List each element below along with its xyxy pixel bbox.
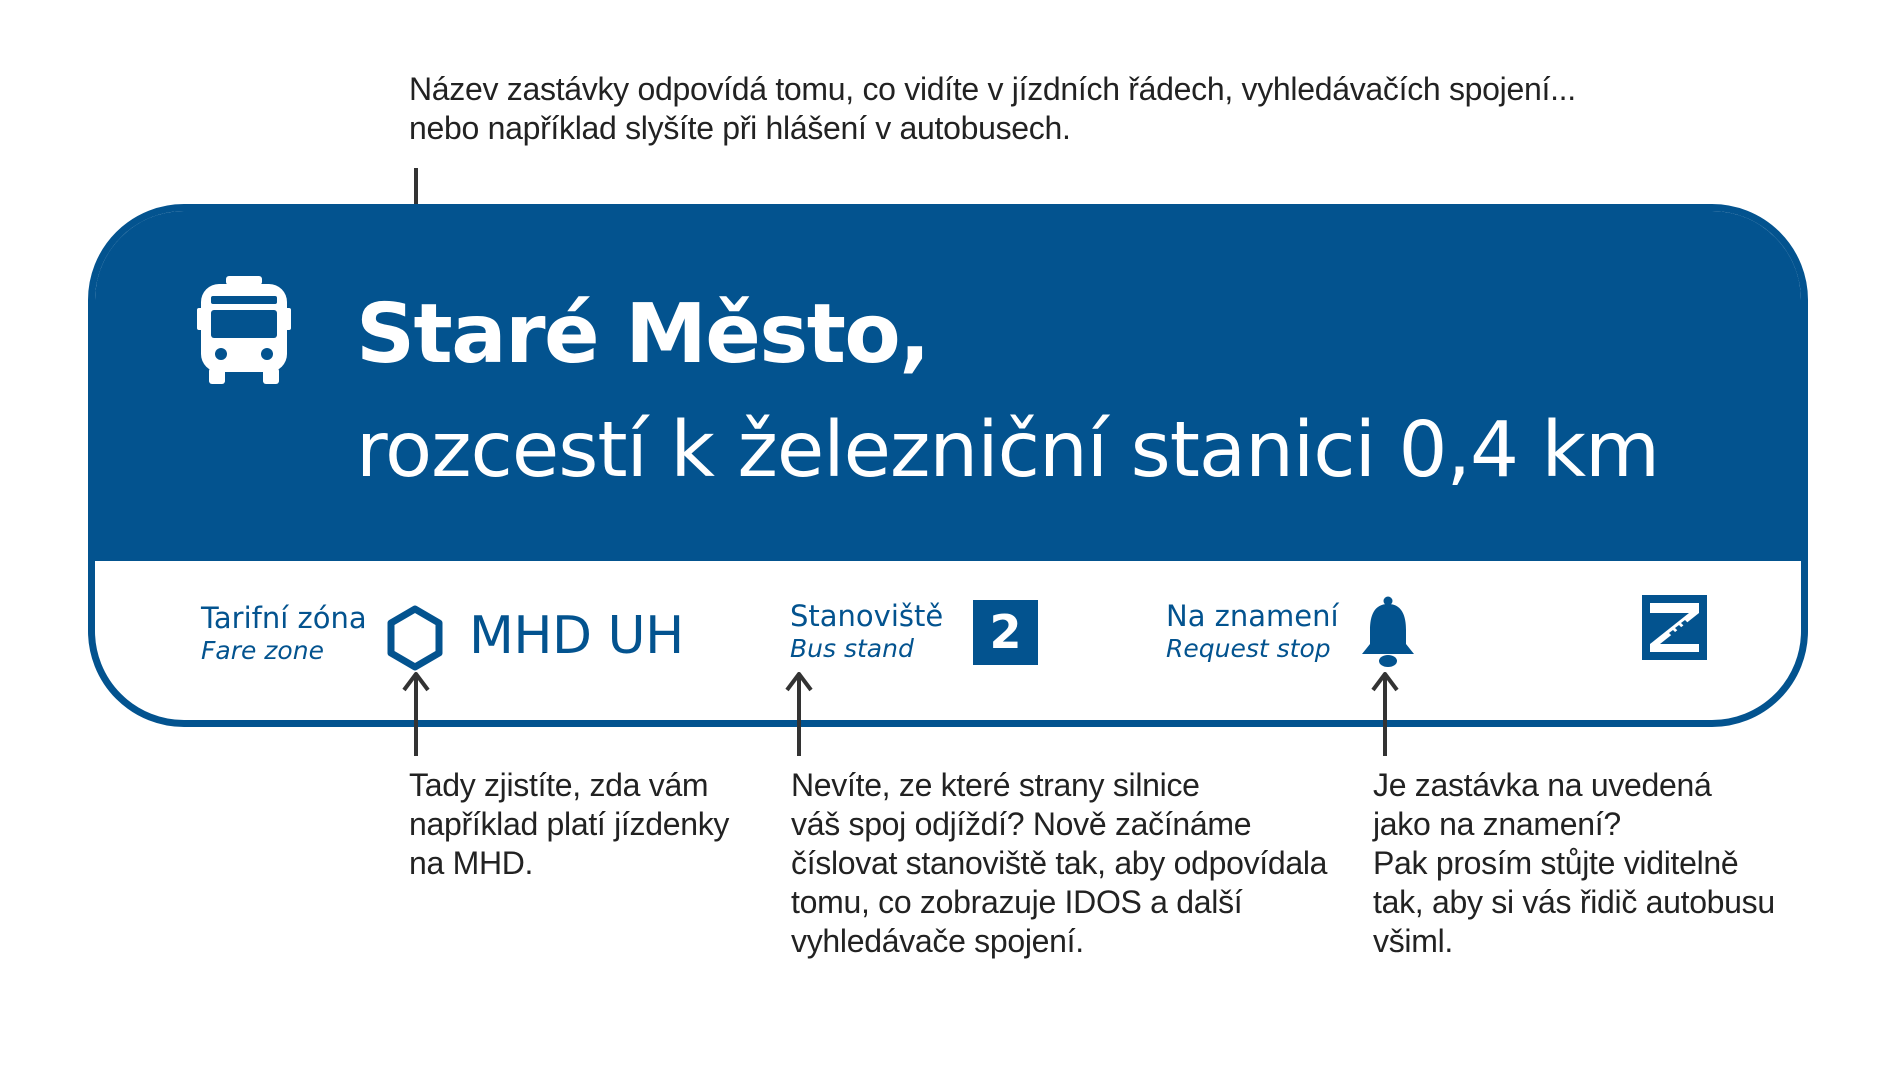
note-line: všiml. [1373,923,1453,959]
request-stop-explanation [1373,766,1775,961]
bus-stand-label-cz: Stanoviště [790,599,944,633]
bell-icon [1359,596,1417,670]
stop-subtitle: rozcestí k železniční stanici 0,4 km [356,406,1660,495]
zlin-region-logo-icon [1642,595,1707,660]
fare-zone-label [201,601,367,667]
sign-header [95,211,1801,561]
request-stop-label [1166,599,1339,665]
arrow-up-icon [1371,672,1399,758]
request-stop-label-en: Request stop [1166,634,1331,663]
fare-zone-label-cz: Tarifní zóna [201,601,367,635]
fare-zone-value: MHD UH [469,606,684,666]
stop-name-explanation [409,70,1576,148]
note-line: číslovat stanoviště tak, aby odpovídala [791,845,1328,881]
bus-icon [197,276,291,384]
note-line: například platí jízdenky [409,806,730,842]
note-line: na MHD. [409,845,534,881]
note-line: jako na znamení? [1373,806,1621,842]
note-line: Je zastávka na uvedená [1373,767,1712,803]
bus-stand-explanation [791,766,1327,961]
note-line: nebo například slyšíte při hlášení v autobusech. [409,110,1071,146]
note-line: vyhledávače spojení. [791,923,1084,959]
fare-zone-explanation [409,766,729,883]
bus-stop-sign [88,204,1808,727]
bus-stand-number: 2 [973,600,1038,665]
note-line: tomu, co zobrazuje IDOS a další [791,884,1243,920]
note-line: tak, aby si vás řidič autobusu [1373,884,1775,920]
note-line: Nevíte, ze které strany silnice [791,767,1200,803]
arrow-up-icon [402,672,430,758]
hexagon-icon [385,604,445,672]
stop-title: Staré Město, [356,287,929,382]
note-line: Pak prosím stůjte viditelně [1373,845,1739,881]
note-line: Tady zjistíte, zda vám [409,767,709,803]
request-stop-label-cz: Na znamení [1166,599,1339,633]
bus-stand-label [790,599,943,665]
fare-zone-label-en: Fare zone [201,636,324,665]
bus-stand-label-en: Bus stand [790,634,914,663]
arrow-up-icon [785,672,813,758]
note-line: Název zastávky odpovídá tomu, co vidíte v jízdních řádech, vyhledávačích spojení... [409,71,1576,107]
note-line: váš spoj odjíždí? Nově začínáme [791,806,1252,842]
